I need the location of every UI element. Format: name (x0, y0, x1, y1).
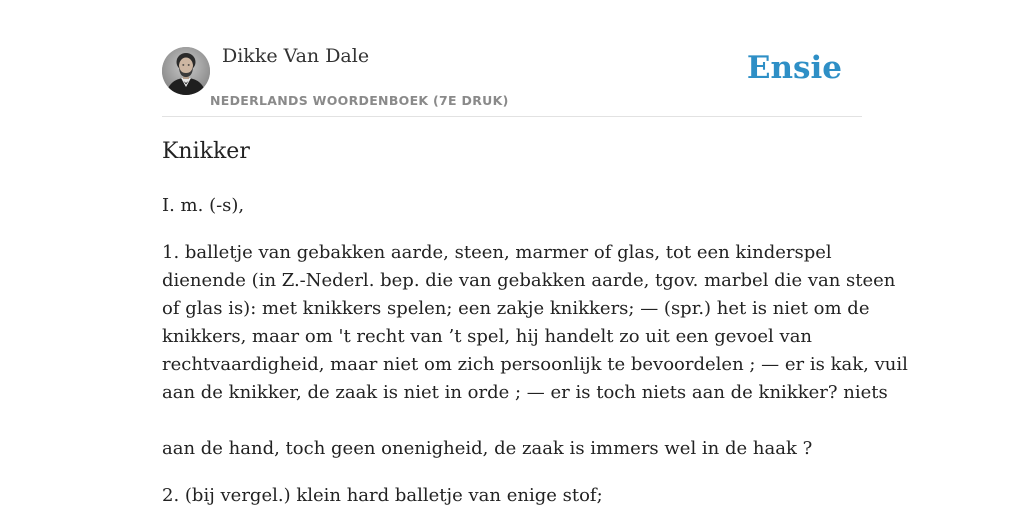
definition-line: dienende (in Z.-Nederl. bep. die van gebakken aarde, tgov. marbel die van steen (162, 270, 896, 291)
definition-line: aan de hand, toch geen onenigheid, de zaak is immers wel in de haak ? (162, 438, 813, 459)
grammar-info: I. m. (-s), (162, 195, 245, 216)
definition-line: knikkers, maar om 't recht van ’t spel, hij handelt zo uit een gevoel van (162, 326, 813, 347)
author-name[interactable]: Dikke Van Dale (222, 45, 370, 67)
entry-body (162, 192, 908, 512)
portrait-icon (162, 47, 210, 95)
definition-line: 1. balletje van gebakken aarde, steen, marmer of glas, tot een kinderspel (162, 242, 832, 263)
ensie-logo-link[interactable]: Ensie (746, 50, 842, 86)
author-avatar[interactable] (162, 47, 210, 95)
source-header (162, 40, 862, 117)
entry-title: Knikker (162, 139, 250, 164)
definition-line: rechtvaardigheid, maar niet om zich persoonlijk te bevoordelen ; — er is kak, vuil (162, 354, 908, 375)
definition-1 (162, 239, 908, 463)
definition-line: of glas is): met knikkers spelen; een zakje knikkers; — (spr.) het is niet om de (162, 298, 870, 319)
definition-2: 2. (bij vergel.) klein hard balletje van enige stof; (162, 485, 603, 506)
definition-line: aan de knikker, de zaak is niet in orde ; — er is toch niets aan de knikker? niets (162, 382, 888, 403)
source-title[interactable]: NEDERLANDS WOORDENBOEK (7E DRUK) (210, 93, 509, 108)
